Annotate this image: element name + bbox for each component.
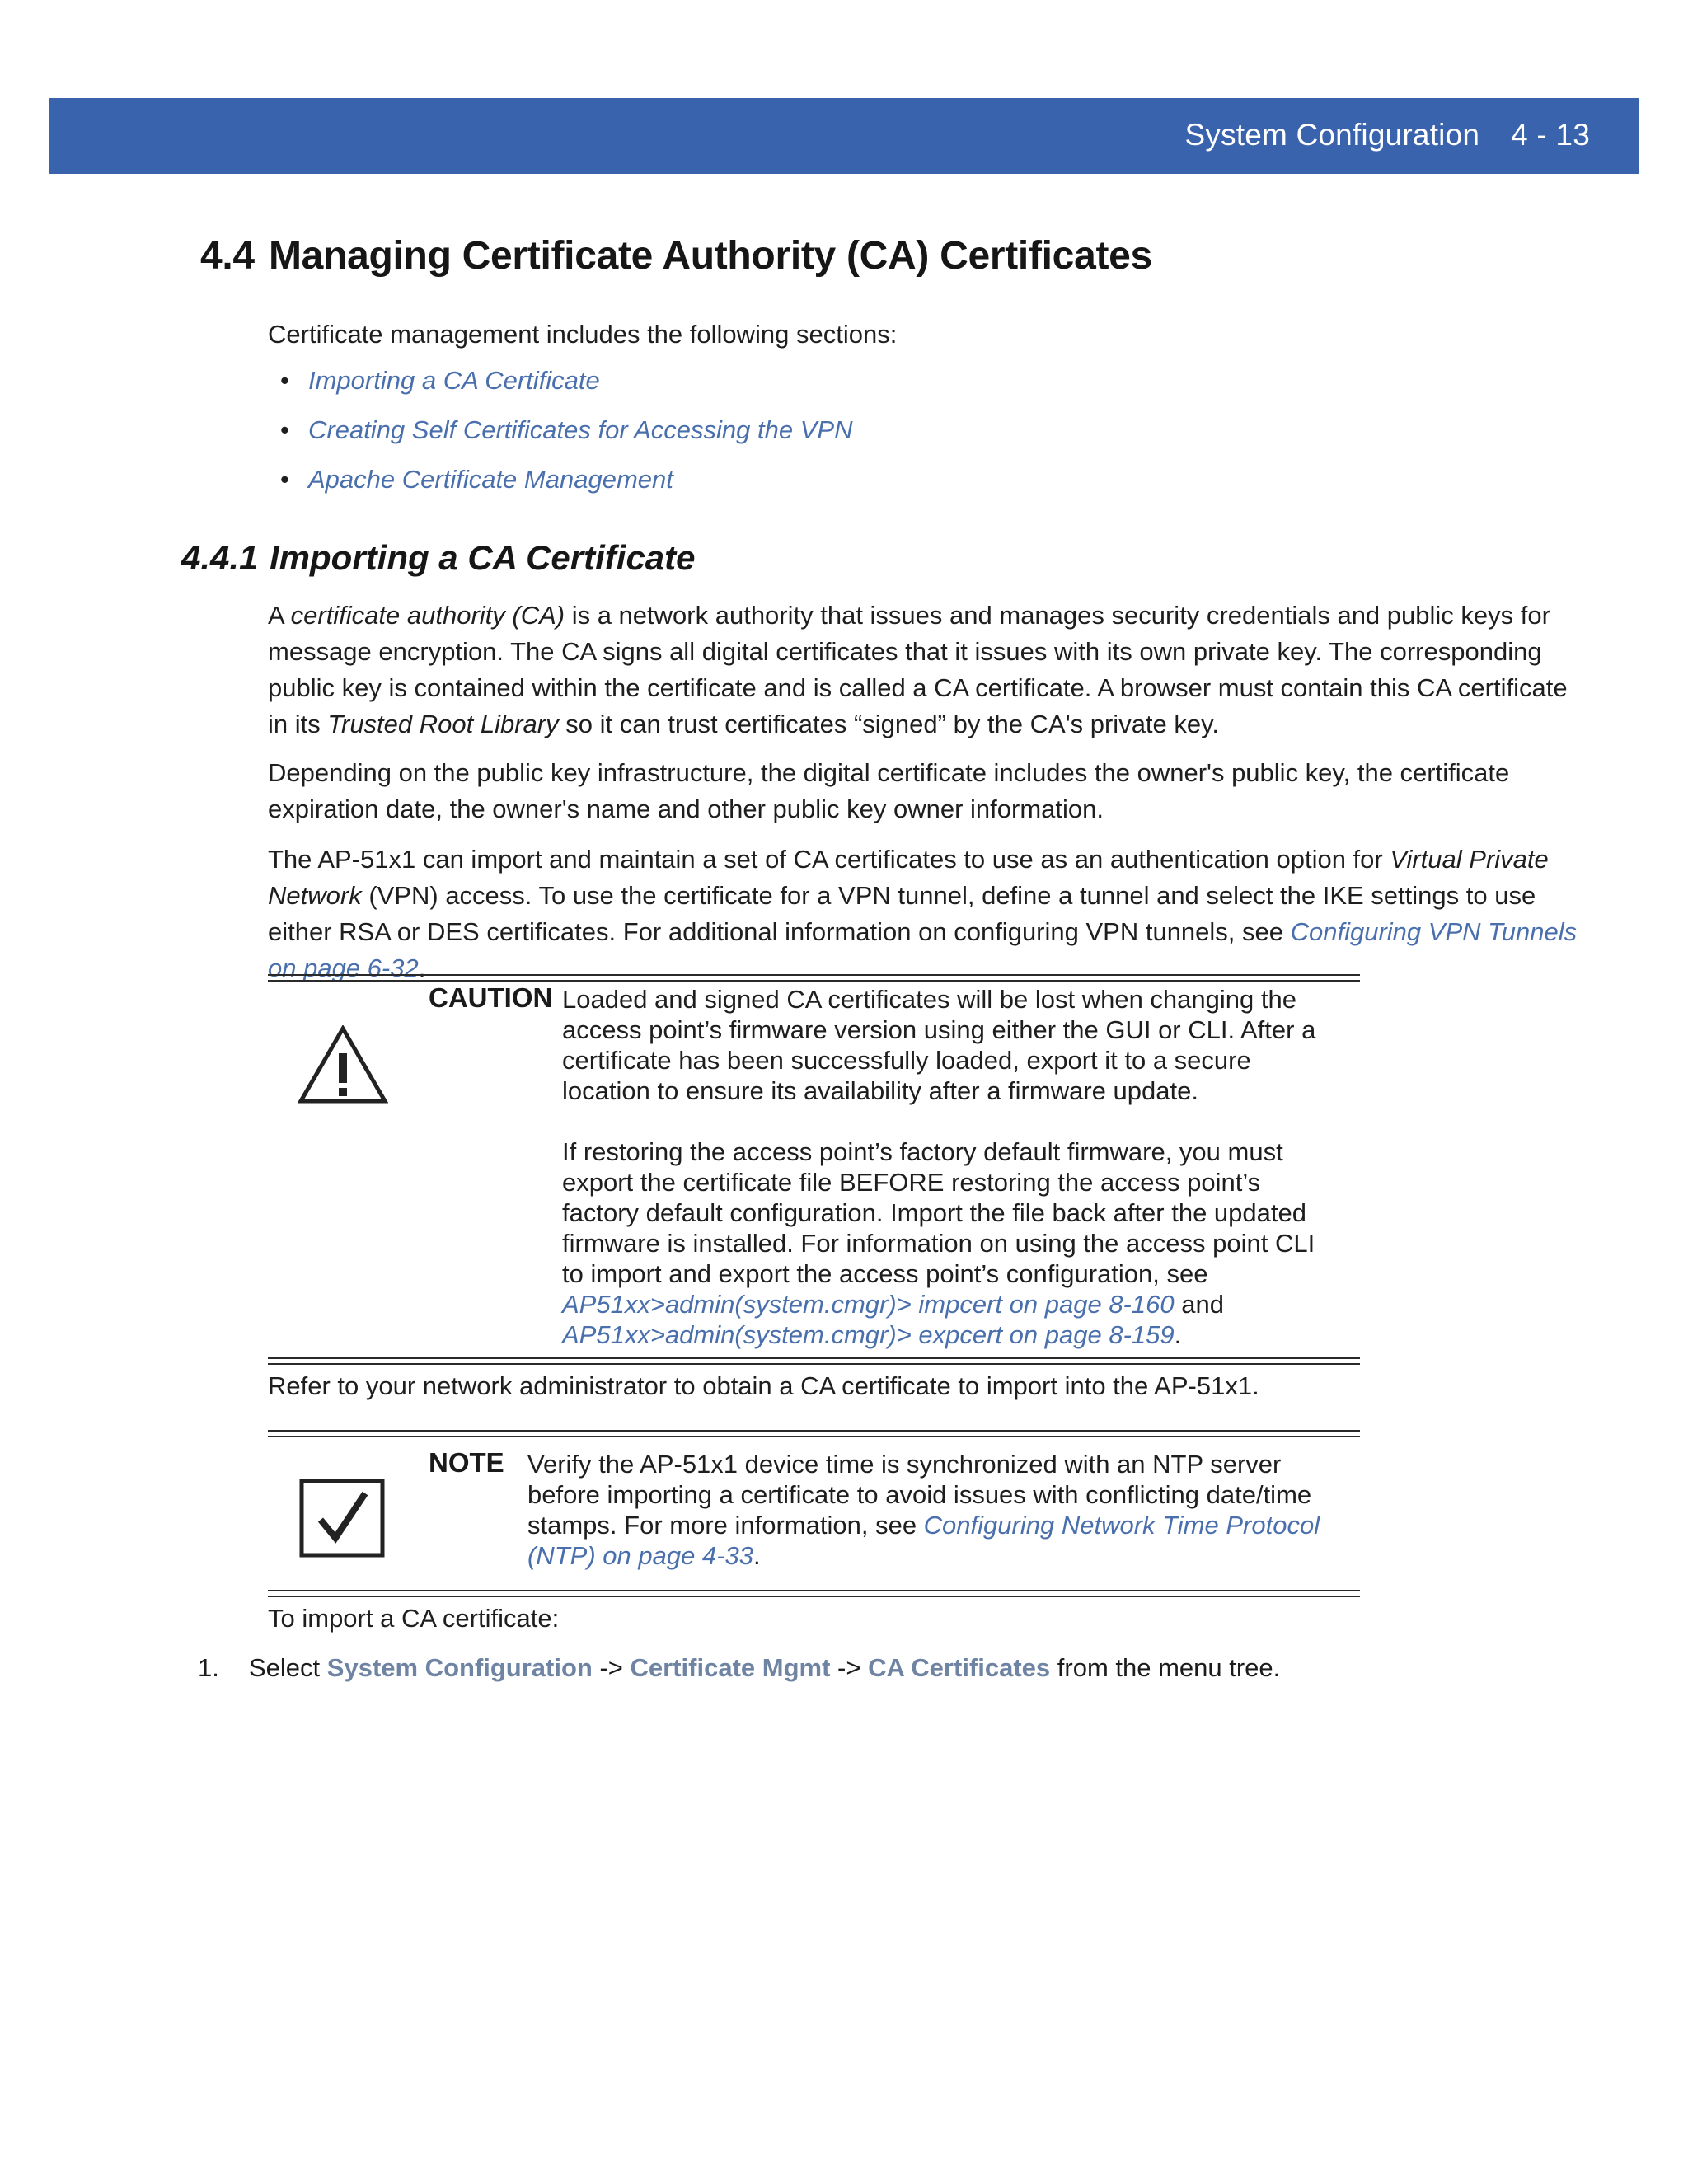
section-heading — [200, 233, 1152, 279]
paragraph-pki: Depending on the public key infrastructure, the digital certificate includes the owner's public key, the certificate expiration date, the owner's name and other public key owner information. — [268, 758, 1510, 823]
text-run: is a network authority that issues and manages security credentials and public keys for message encryption. The CA signs all digital certificates that it issues with its own private key. The corresponding public key is contained within the certificate and is called a CA certificate. A browser must contain this CA certificate in its — [268, 601, 1568, 738]
bullet-icon: • — [280, 415, 289, 444]
list-item — [280, 363, 852, 412]
text-run: -> — [592, 1653, 631, 1682]
note-block — [268, 1439, 1360, 1591]
note-text — [528, 1449, 1335, 1571]
caution-block — [268, 982, 1360, 1357]
page-number: 4 - 13 — [1511, 118, 1590, 152]
step-1 — [198, 1650, 1280, 1686]
text-run: Verify the AP-51x1 device time is synchronized with an NTP server before importing a certificate to avoid issues with conflicting date/time stamps. For more information, see — [528, 1450, 1312, 1540]
section-title: Managing Certificate Authority (CA) Certificates — [269, 234, 1152, 278]
caution-paragraph-1: Loaded and signed CA certificates will be lost when changing the access point’s firmware version using either the GUI or CLI. After a certificate has been successfully loaded, export it to a secure location to ensure its availability after a firmware update. — [562, 985, 1316, 1105]
link-importing-ca-certificate[interactable]: Importing a CA Certificate — [308, 366, 600, 395]
link-impcert[interactable]: AP51xx>admin(system.cmgr)> impcert on page 8-160 — [562, 1290, 1175, 1319]
step-number: 1. — [198, 1653, 219, 1682]
caution-top-rule — [268, 974, 1360, 982]
note-top-rule — [268, 1430, 1360, 1437]
link-configuring-ntp[interactable]: Configuring Network Time Protocol (NTP) on page 4-33 — [528, 1511, 1320, 1570]
subsection-title: Importing a CA Certificate — [270, 538, 696, 577]
section-link-list — [280, 363, 852, 511]
emphasis-ca-term: certificate authority (CA) — [290, 601, 565, 630]
subsection-heading — [181, 538, 696, 578]
list-item — [280, 462, 852, 511]
bullet-icon: • — [280, 465, 289, 494]
menu-path-ca-certificates: CA Certificates — [868, 1653, 1051, 1682]
text-run: A — [268, 601, 291, 630]
header-section-title: System Configuration — [1184, 118, 1480, 152]
to-import-text: To import a CA certificate: — [268, 1604, 560, 1633]
menu-path-system-configuration: System Configuration — [326, 1653, 593, 1682]
note-bottom-rule — [268, 1590, 1360, 1597]
caution-paragraph-2 — [562, 1137, 1337, 1350]
text-run: (VPN) access. To use the certificate for a VPN tunnel, define a tunnel and select the IKE settings to use either RSA or DES certificates. For additional information on configuring VPN tunnels, see — [268, 881, 1536, 946]
refer-text: Refer to your network administrator to obtain a CA certificate to import into the AP-51x1. — [268, 1371, 1259, 1400]
emphasis-vpn: Virtual Private Network — [268, 845, 1549, 910]
caution-text — [562, 984, 1337, 1350]
link-expcert[interactable]: AP51xx>admin(system.cmgr)> expcert on page 8-159 — [562, 1320, 1175, 1349]
checkmark-box-icon — [299, 1479, 385, 1558]
link-apache-certificate-management[interactable]: Apache Certificate Management — [308, 465, 673, 494]
text-run: Select — [249, 1653, 327, 1682]
list-item — [280, 412, 852, 462]
intro-text: Certificate management includes the following sections: — [268, 320, 898, 349]
text-run: . — [753, 1541, 761, 1570]
caution-bottom-rule — [268, 1357, 1360, 1365]
warning-triangle-icon — [298, 1025, 388, 1104]
menu-path-certificate-mgmt: Certificate Mgmt — [630, 1653, 831, 1682]
note-label: NOTE — [429, 1447, 504, 1478]
page-header-bar — [49, 98, 1639, 174]
paragraph-ca-definition — [268, 598, 1587, 743]
emphasis-trusted-root: Trusted Root Library — [327, 710, 559, 738]
link-configuring-vpn-tunnels[interactable]: Configuring VPN Tunnels on page 6-32 — [268, 917, 1578, 982]
link-creating-self-certificates[interactable]: Creating Self Certificates for Accessing the VPN — [308, 415, 853, 444]
bullet-icon: • — [280, 366, 289, 395]
text-run: -> — [830, 1653, 869, 1682]
text-run: . — [1174, 1320, 1182, 1349]
text-run: from the menu tree. — [1050, 1653, 1281, 1682]
caution-label: CAUTION — [429, 982, 553, 1013]
paragraph-vpn — [268, 841, 1587, 987]
text-run: so it can trust certificates “signed” by the CA's private key. — [558, 710, 1219, 738]
running-header — [1184, 118, 1590, 152]
text-run: and — [1174, 1290, 1224, 1319]
subsection-number: 4.4.1 — [181, 538, 259, 577]
text-run: . — [418, 954, 426, 982]
section-number: 4.4 — [200, 234, 255, 278]
text-run: If restoring the access point’s factory default firmware, you must export the certificate file BEFORE restoring the access point’s factory default configuration. Import the file back after the updated firmware is installed. For information on using the access point CLI to import and export the access point’s configuration, see — [562, 1137, 1315, 1288]
text-run: The AP-51x1 can import and maintain a set of CA certificates to use as an authentication option for — [268, 845, 1390, 874]
